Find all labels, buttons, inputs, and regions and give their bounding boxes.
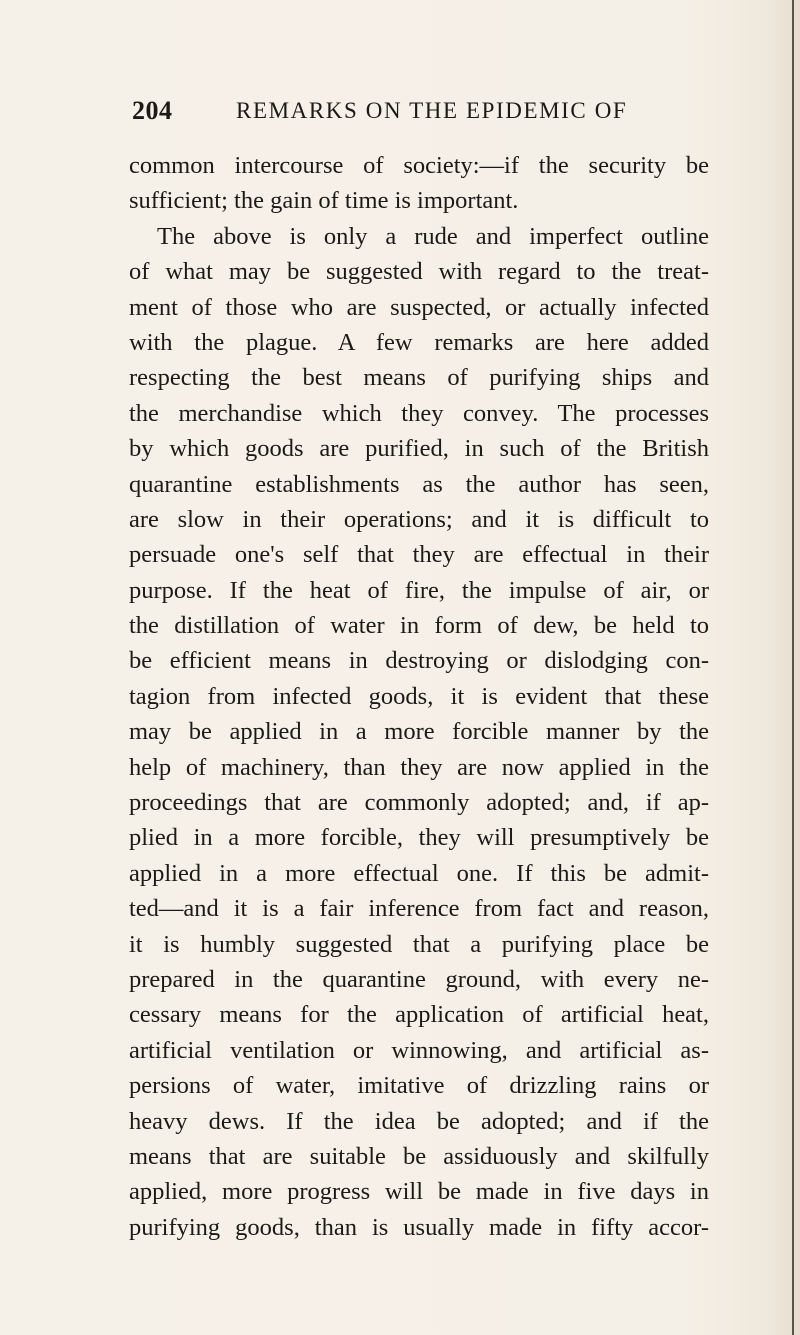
text-line: are slow in their operations; and it is difficult to [129, 505, 709, 533]
text-line: it is humbly suggested that a purifying place be [129, 930, 709, 958]
text-line: may be applied in a more forcible manner by the [129, 718, 709, 746]
text-line: help of machinery, than they are now applied in the [129, 753, 709, 781]
text-line: tagion from infected goods, it is evident that these [129, 682, 709, 710]
page-header [132, 96, 732, 130]
text-line: purpose. If the heat of fire, the impulse of air, or [129, 576, 709, 604]
text-line: applied in a more effectual one. If this be admit- [129, 859, 709, 887]
text-line: means that are suitable be assiduously and skilfully [129, 1142, 709, 1170]
text-line: of what may be suggested with regard to the treat- [129, 258, 709, 286]
text-line: be efficient means in destroying or dislodging con- [129, 647, 709, 675]
text-line: by which goods are purified, in such of the British [129, 435, 709, 463]
text-line: ment of those who are suspected, or actually infected [129, 293, 709, 321]
text-line: prepared in the quarantine ground, with every ne- [129, 965, 709, 993]
text-line: persions of water, imitative of drizzling rains or [129, 1072, 709, 1100]
page-edge-divider [792, 0, 794, 1335]
text-line: the merchandise which they convey. The processes [129, 399, 709, 427]
text-line: artificial ventilation or winnowing, and artificial as- [129, 1036, 709, 1064]
text-line: ted—and it is a fair inference from fact and reason, [129, 895, 709, 923]
text-line: common intercourse of society:—if the security be [129, 152, 709, 179]
text-line: The above is only a rude and imperfect outline [157, 222, 709, 250]
text-line: respecting the best means of purifying ships and [129, 364, 709, 392]
text-line: the distillation of water in form of dew, be held to [129, 612, 709, 640]
text-line: with the plague. A few remarks are here added [129, 328, 709, 356]
running-title: REMARKS ON THE EPIDEMIC OF [236, 98, 628, 123]
text-line: purifying goods, than is usually made in fifty accor- [129, 1213, 709, 1241]
text-line: plied in a more forcible, they will presumptively be [129, 824, 709, 852]
page-number: 204 [132, 96, 173, 125]
text-line: persuade one's self that they are effectual in their [129, 541, 709, 569]
text-line: quarantine establishments as the author has seen, [129, 470, 709, 498]
text-line: cessary means for the application of artificial heat, [129, 1001, 709, 1029]
text-line: applied, more progress will be made in five days in [129, 1178, 709, 1206]
text-line: proceedings that are commonly adopted; and, if ap- [129, 789, 709, 817]
body-text [129, 148, 709, 1245]
text-line: heavy dews. If the idea be adopted; and if the [129, 1107, 709, 1135]
text-line: sufficient; the gain of time is important. [129, 187, 519, 215]
